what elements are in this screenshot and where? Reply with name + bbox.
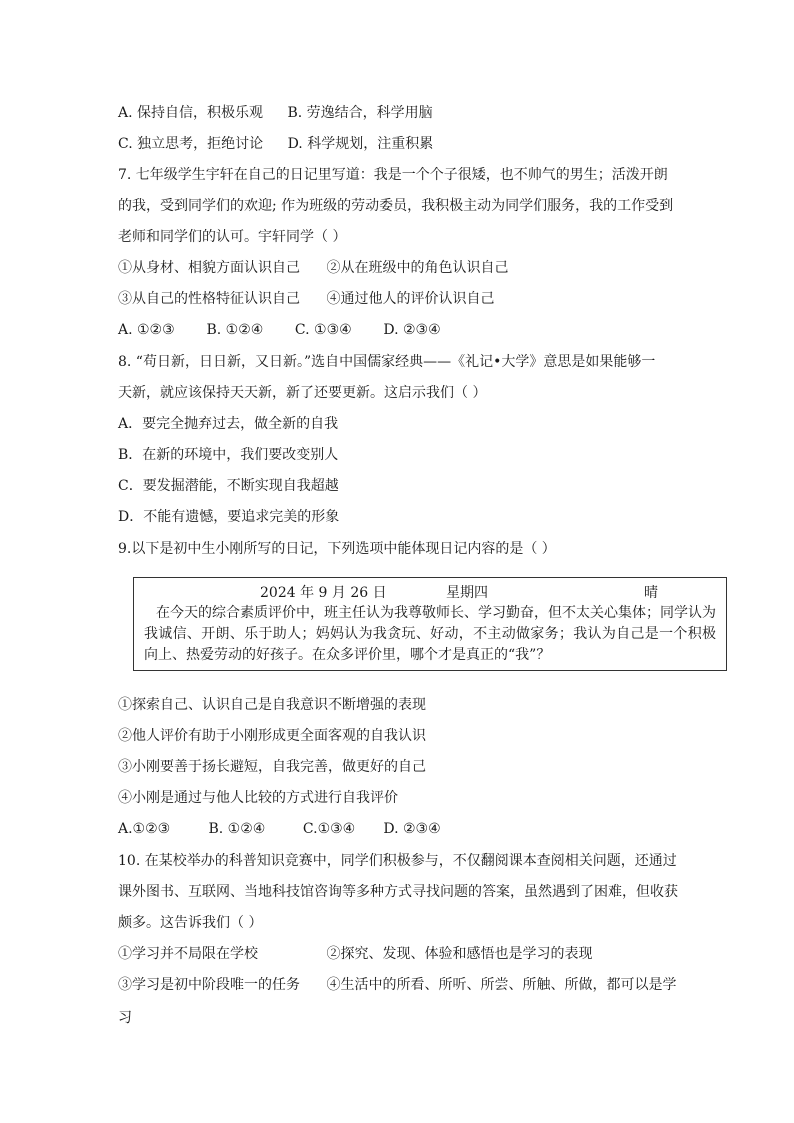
q7-option-b: B. ①②④ (206, 322, 264, 338)
q7-option-d: D. ②③④ (383, 322, 441, 338)
q8-stem-line-1: 8. “苟日新，日日新，又日新。”选自中国儒家经典——《礼记•大学》意思是如果能够一 (118, 354, 656, 370)
q10-item-3: ③学习是初中阶段唯一的任务 (118, 977, 300, 993)
q6-option-b: B. 劳逸结合，科学用脑 (287, 105, 433, 121)
q10-item-2: ②探究、发现、体验和感悟也是学习的表现 (326, 946, 593, 962)
q7-item-2: ②从在班级中的角色认识自己 (326, 260, 509, 276)
q7-item-1: ①从身材、相貌方面认识自己 (118, 260, 300, 276)
q7-option-c: C. ①③④ (294, 322, 352, 338)
q9-option-a: A.①②③ (118, 821, 171, 837)
q8-option-b: B．在新的环境中，我们要改变别人 (118, 447, 339, 463)
diary-box (133, 577, 727, 671)
q10-stem-line-2: 课外图书、互联网、当地科技馆咨询等多种方式寻找问题的答案，虽然遇到了困难，但收获 (118, 884, 678, 900)
q7-item-3: ③从自己的性格特征认识自己 (118, 291, 300, 307)
q8-option-c: C．要发掘潜能，不断实现自我超越 (118, 478, 339, 494)
q6-option-a: A. 保持自信，积极乐观 (118, 105, 264, 121)
q10-item-1: ①学习并不局限在学校 (118, 946, 258, 962)
diary-weekday: 星期四 (446, 585, 488, 601)
q8-option-a: A．要完全抛弃过去，做全新的自我 (118, 416, 339, 432)
q6-options-row-1 (118, 103, 433, 123)
q10-item-4: ④生活中的所看、所听、所尝、所触、所做，都可以是学 (326, 977, 677, 993)
q9-option-b: B. ①②④ (208, 821, 266, 837)
q9-item-4: ④小刚是通过与他人比较的方式进行自我评价 (118, 790, 398, 806)
q7-items-row-2 (118, 289, 494, 309)
q7-stem-line-1: 7. 七年级学生宇轩在自己的日记里写道：我是一个个子很矮，也不帅气的男生；活泼开朗 (118, 167, 668, 183)
diary-header (134, 583, 726, 603)
q7-stem-line-2: 的我，受到同学们的欢迎; 作为班级的劳动委员，我积极主动为同学们服务，我的工作受到 (118, 198, 674, 214)
diary-body: 在今天的综合素质评价中，班主任认为我尊敬师长、学习勤奋，但不太关心集体；同学认为我诚信、开朗、乐于助人；妈妈认为我贪玩、好动，不主动做家务；我认为自己是一个积极向上、热爱劳动的好孩子。在众多评价里，哪个才是真正的“我”？ (144, 605, 716, 663)
q10-items-row-2 (118, 975, 676, 995)
q8-stem-line-2: 天新，就应该保持天天新，新了还要更新。这启示我们（ ） (118, 385, 487, 401)
q7-options-row (118, 320, 441, 340)
diary-date: 2024 年 9 月 26 日 (260, 585, 387, 601)
q9-stem: 9.以下是初中生小刚所写的日记，下列选项中能体现日记内容的是（ ） (118, 541, 556, 557)
q7-item-4: ④通过他人的评价认识自己 (326, 291, 495, 307)
q9-item-2: ②他人评价有助于小刚形成更全面客观的自我认识 (118, 728, 426, 744)
diary-weather: 晴 (644, 585, 658, 601)
q7-option-a: A. ①②③ (118, 322, 175, 338)
q10-item-4-continuation: 习 (118, 1010, 132, 1026)
q7-items-row-1 (118, 258, 508, 278)
q9-item-3: ③小刚要善于扬长避短，自我完善，做更好的自己 (118, 759, 426, 775)
q10-stem-line-1: 10. 在某校举办的科普知识竞赛中，同学们积极参与，不仅翻阅课本查阅相关问题，还通过 (118, 853, 677, 869)
q10-stem-line-3: 颇多。这告诉我们（ ） (118, 915, 263, 931)
q6-option-d: D. 科学规划，注重积累 (287, 136, 434, 152)
q8-option-d: D．不能有遗憾，要追求完美的形象 (118, 509, 340, 525)
q9-item-1: ①探索自己、认识自己是自我意识不断增强的表现 (118, 697, 426, 713)
q10-items-row-1 (118, 944, 592, 964)
q6-option-c: C. 独立思考，拒绝讨论 (118, 136, 264, 152)
q6-options-row-2 (118, 134, 433, 154)
q9-option-d: D. ②③④ (383, 821, 441, 837)
q9-options-row (118, 819, 441, 839)
q7-stem-line-3: 老师和同学们的认可。宇轩同学（ ） (118, 229, 347, 245)
q9-option-c: C.①③④ (302, 821, 356, 837)
